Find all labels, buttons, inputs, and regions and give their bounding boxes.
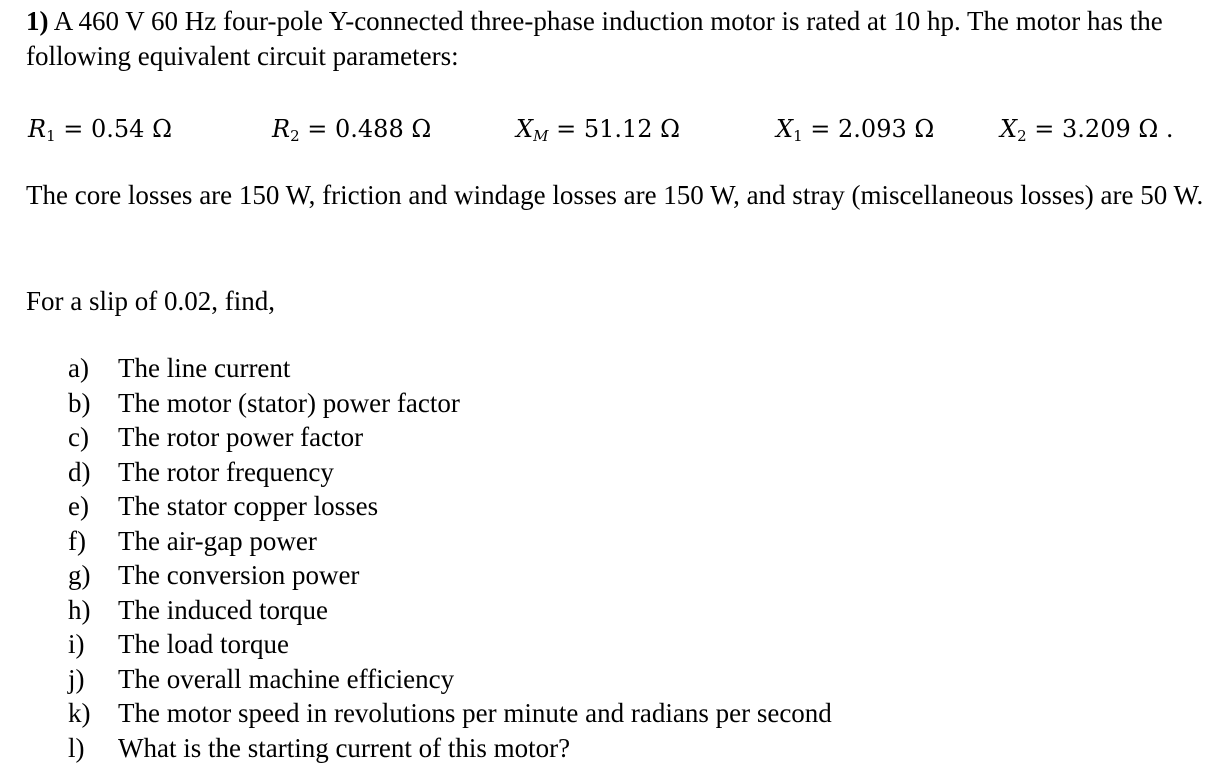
item-label: e) (68, 491, 89, 521)
item-text: The motor speed in revolutions per minute and radians per second (118, 698, 832, 728)
list-item (68, 489, 832, 524)
item-text: The rotor frequency (118, 456, 334, 487)
list-item (68, 627, 832, 662)
question-number: 1) (26, 6, 49, 36)
param-symbol: X (516, 115, 534, 143)
param-value: = 0.488 Ω (307, 115, 432, 143)
param-xm (516, 112, 680, 153)
param-x2 (1000, 112, 1174, 153)
list-item (68, 558, 832, 593)
param-value: = 2.093 Ω (810, 115, 935, 143)
item-label: k) (68, 698, 91, 728)
param-symbol: X (1000, 115, 1018, 143)
param-subscript: M (533, 127, 549, 145)
list-item (68, 455, 832, 490)
item-text: The overall machine efficiency (118, 663, 455, 694)
item-text: The load torque (118, 629, 289, 659)
list-item (68, 420, 832, 455)
slip-prompt: For a slip of 0.02, find, (26, 286, 275, 316)
item-text: The induced torque (118, 594, 328, 625)
param-r1 (28, 112, 172, 153)
problem-intro (26, 4, 1206, 74)
item-label: i) (68, 629, 85, 659)
param-subscript: 1 (793, 127, 803, 145)
param-value: = 3.209 Ω . (1034, 115, 1174, 143)
item-label: l) (68, 732, 85, 763)
param-r2 (272, 112, 431, 153)
item-label: d) (68, 456, 91, 487)
item-label: a) (68, 353, 89, 383)
item-text: The line current (118, 353, 291, 383)
item-label: g) (68, 560, 91, 590)
item-label: c) (68, 422, 89, 452)
item-label: f) (68, 525, 86, 556)
losses-text: The core losses are 150 W, friction and windage losses are 150 W, and stray (miscellaneous losses) are 50 W. (26, 180, 1204, 210)
list-item (68, 662, 832, 697)
list-item (68, 386, 832, 421)
list-item (68, 351, 832, 386)
parameter-row (0, 112, 1215, 146)
item-text: The motor (stator) power factor (118, 387, 460, 418)
intro-text: A 460 V 60 Hz four-pole Y-connected three-phase induction motor is rated at 10 hp. The motor has the following equivalent circuit parameters: (26, 6, 1163, 71)
item-text: The conversion power (118, 560, 360, 590)
item-text: The rotor power factor (118, 422, 364, 452)
list-item (68, 524, 832, 559)
list-item (68, 696, 832, 731)
item-text: The stator copper losses (118, 491, 379, 521)
param-symbol: R (272, 115, 291, 143)
item-text: The air-gap power (118, 525, 317, 556)
param-subscript: 1 (46, 127, 56, 145)
param-x1 (776, 112, 934, 153)
list-item (68, 593, 832, 628)
item-label: h) (68, 594, 91, 625)
param-symbol: X (776, 115, 794, 143)
item-label: j) (68, 663, 85, 694)
param-subscript: 2 (290, 127, 300, 145)
param-subscript: 2 (1017, 127, 1027, 145)
item-label: b) (68, 387, 91, 418)
param-symbol: R (28, 115, 47, 143)
param-value: = 51.12 Ω (556, 115, 681, 143)
list-item (68, 731, 832, 766)
item-text: What is the starting current of this motor? (118, 732, 571, 763)
sub-question-list (68, 351, 832, 765)
param-value: = 0.54 Ω (63, 115, 172, 143)
